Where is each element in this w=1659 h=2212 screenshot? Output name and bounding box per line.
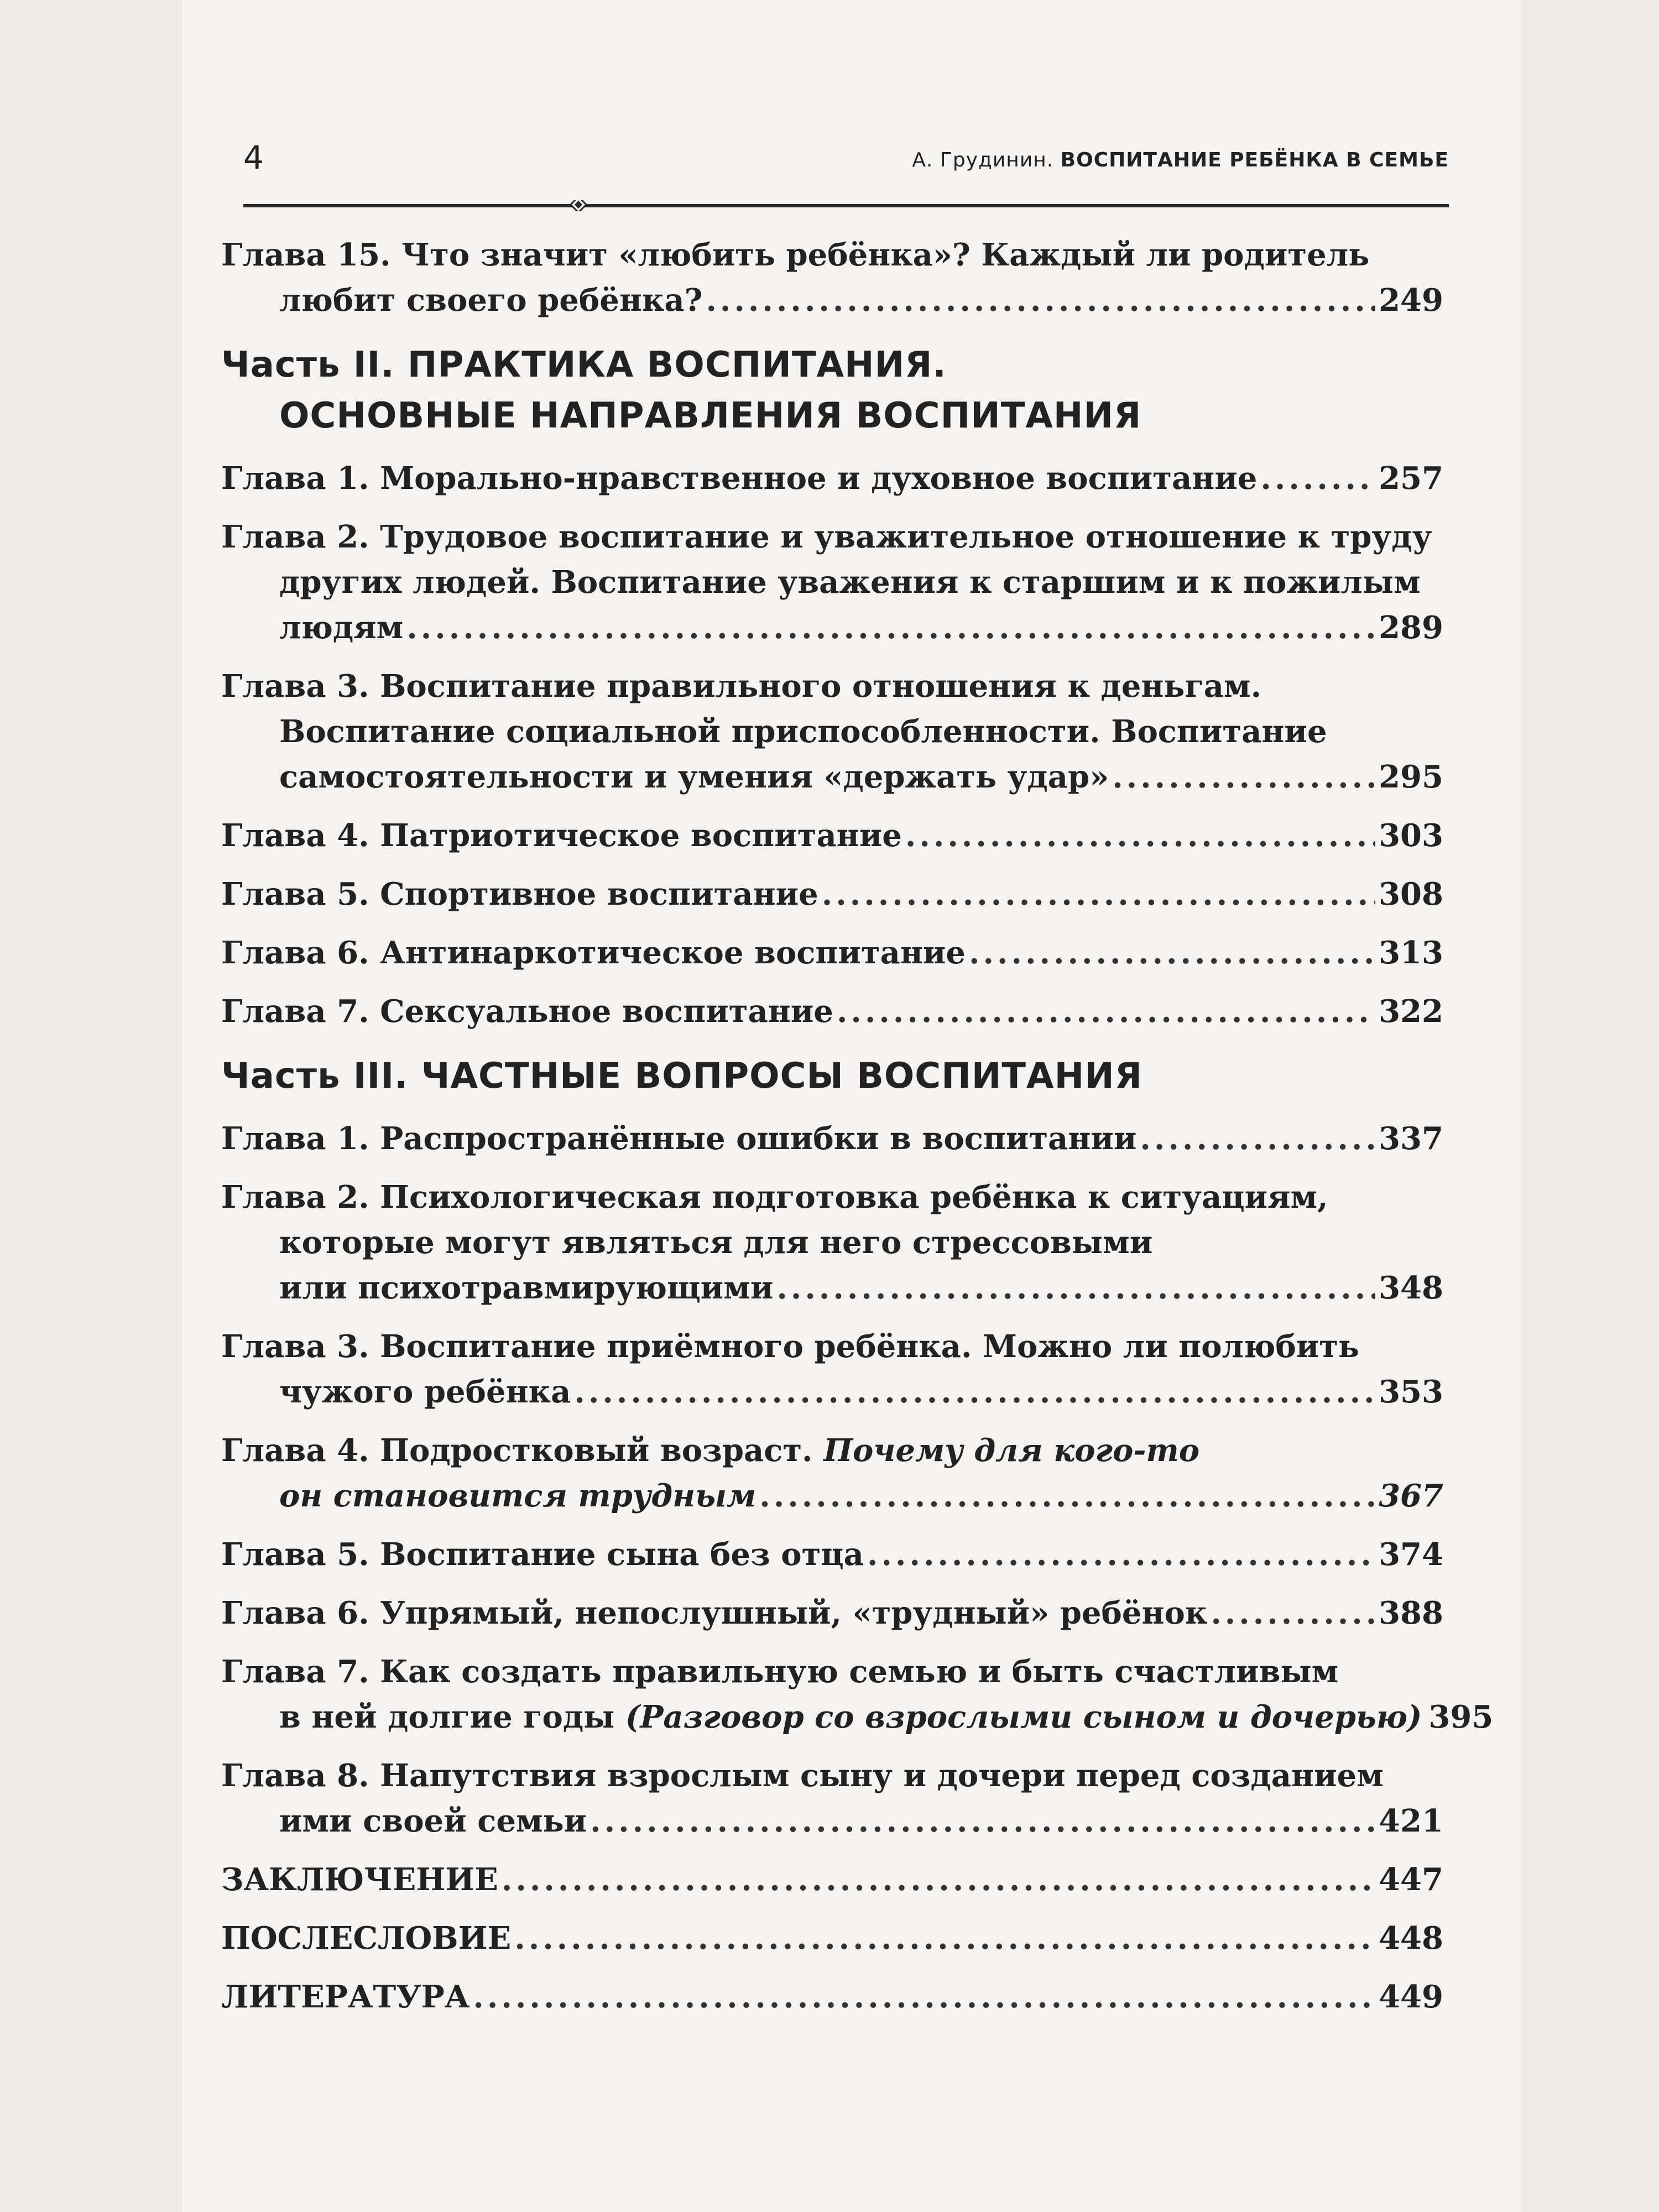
- toc-entry-title: Глава 5. Спортивное воспитание: [221, 876, 818, 912]
- dot-leader: [574, 1369, 1375, 1415]
- toc-entry-part2-chapter-2[interactable]: [221, 514, 1443, 650]
- dot-leader: [406, 605, 1375, 650]
- toc-entry-part3-chapter-4[interactable]: [221, 1428, 1443, 1519]
- dot-leader: [867, 1532, 1375, 1577]
- toc-entry-title-italic: он становится трудным: [279, 1478, 757, 1514]
- toc-page-number: 367: [1379, 1478, 1443, 1514]
- toc-entry-title: ПОСЛЕСЛОВИЕ: [221, 1920, 512, 1957]
- toc-entry-title: Глава 1. Морально-нравственное и духовное воспитание: [221, 460, 1258, 497]
- toc-entry-title: в ней долгие годы: [279, 1699, 615, 1735]
- diamond-ornament-icon: [571, 200, 586, 211]
- dot-leader: [776, 1265, 1375, 1311]
- toc-page-number: 313: [1379, 935, 1443, 971]
- toc-entry-part2-chapter-1[interactable]: [221, 456, 1443, 501]
- toc-page-number: 303: [1379, 817, 1443, 854]
- toc-entry-part2-chapter-4[interactable]: [221, 813, 1443, 858]
- toc-page-number: 388: [1379, 1595, 1443, 1631]
- toc-page-number: 348: [1379, 1270, 1443, 1306]
- toc-entry-title: Глава 6. Упрямый, непослушный, «трудный» ребёнок: [221, 1595, 1208, 1631]
- toc-entry-title: Глава 15. Что значит «любить ребёнка»? Каждый ли родитель: [221, 237, 1370, 273]
- toc-page-number: 257: [1379, 460, 1443, 497]
- toc-entry-part3-chapter-3[interactable]: [221, 1324, 1443, 1415]
- toc-entry-title: Глава 4. Патриотическое воспитание: [221, 817, 902, 854]
- part-heading-line: ОСНОВНЫЕ НАПРАВЛЕНИЯ ВОСПИТАНИЯ: [279, 395, 1142, 436]
- dot-leader: [1140, 1116, 1375, 1161]
- toc-entry-title: ими своей семьи: [279, 1803, 587, 1839]
- toc-entry-title: ЗАКЛЮЧЕНИЕ: [221, 1861, 498, 1898]
- toc-entry-title: других людей. Воспитание уважения к старшим и к пожилым: [279, 564, 1421, 601]
- toc-page-number: 308: [1379, 876, 1443, 912]
- toc-page-number: 249: [1379, 282, 1443, 319]
- dot-leader: [706, 278, 1375, 323]
- part-2-heading: [221, 340, 1443, 441]
- toc-entry-title: Глава 1. Распространённые ошибки в воспитании: [221, 1120, 1137, 1157]
- toc-entry-title: Глава 5. Воспитание сына без отца: [221, 1536, 864, 1573]
- toc-entry-part3-chapter-1[interactable]: [221, 1116, 1443, 1161]
- running-title-author: А. Грудинин.: [912, 149, 1054, 171]
- dot-leader: [759, 1473, 1375, 1519]
- toc-page-number: 448: [1379, 1920, 1443, 1957]
- toc-entry-title: Воспитание социальной приспособленности. Воспитание: [279, 713, 1327, 750]
- toc-entry-title: самостоятельности и умения «держать удар»: [279, 759, 1109, 795]
- running-title: [912, 144, 1449, 177]
- toc-entry-part3-chapter-5[interactable]: [221, 1532, 1443, 1577]
- dot-leader: [1211, 1590, 1375, 1636]
- dot-leader: [514, 1916, 1375, 1961]
- page-header: [243, 138, 1449, 221]
- toc-entry-title: Глава 2. Психологическая подготовка ребёнка к ситуациям,: [221, 1179, 1328, 1215]
- table-of-contents: [221, 232, 1494, 2033]
- toc-entry-title: ЛИТЕРАТУРА: [221, 1979, 470, 2015]
- toc-page-number: 322: [1379, 993, 1443, 1030]
- toc-entry-part2-chapter-6[interactable]: [221, 930, 1443, 975]
- toc-entry-title: Глава 6. Антинаркотическое воспитание: [221, 935, 966, 971]
- dot-leader: [822, 872, 1375, 917]
- dot-leader: [473, 1974, 1375, 2020]
- dot-leader: [1260, 456, 1375, 501]
- toc-page-number: 395: [1428, 1699, 1494, 1735]
- part-heading-line: Часть III. ЧАСТНЫЕ ВОПРОСЫ ВОСПИТАНИЯ: [221, 1056, 1142, 1097]
- dot-leader: [969, 930, 1375, 975]
- toc-entry-part2-chapter-5[interactable]: [221, 872, 1443, 917]
- page-number: 4: [243, 139, 264, 176]
- toc-entry-title: Глава 4. Подростковый возраст.: [221, 1432, 813, 1469]
- toc-entry-part2-chapter-3[interactable]: [221, 664, 1443, 800]
- running-title-book: ВОСПИТАНИЕ РЕБЁНКА В СЕМЬЕ: [1060, 149, 1449, 171]
- toc-entry-title: Глава 3. Воспитание приёмного ребёнка. Можно ли полюбить: [221, 1328, 1360, 1365]
- dot-leader: [905, 813, 1375, 858]
- toc-entry-part3-chapter-2[interactable]: [221, 1175, 1443, 1311]
- toc-entry-title: которые могут являться для него стрессовыми: [279, 1224, 1153, 1261]
- toc-page-number: 353: [1379, 1374, 1443, 1410]
- toc-page-number: 447: [1379, 1861, 1443, 1898]
- toc-entry-part3-chapter-6[interactable]: [221, 1590, 1443, 1636]
- toc-entry-title: Глава 2. Трудовое воспитание и уважительное отношение к труду: [221, 519, 1432, 555]
- part-3-heading: [221, 1051, 1443, 1102]
- toc-entry-title-italic: Почему для кого-то: [823, 1432, 1200, 1469]
- dot-leader: [590, 1798, 1375, 1844]
- toc-entry-title-italic: (Разговор со взрослыми сыном и дочерью): [625, 1699, 1422, 1735]
- toc-entry-afterword[interactable]: [221, 1916, 1443, 1961]
- toc-page-number: 449: [1379, 1979, 1443, 2015]
- toc-entry-part1-chapter-15[interactable]: [221, 232, 1443, 323]
- part-heading-line: Часть II. ПРАКТИКА ВОСПИТАНИЯ.: [221, 345, 947, 385]
- dot-leader: [502, 1857, 1375, 1902]
- toc-page-number: 374: [1379, 1536, 1443, 1573]
- toc-entry-title: любит своего ребёнка?: [279, 282, 703, 319]
- toc-entry-literature[interactable]: [221, 1974, 1443, 2020]
- toc-entry-title: Глава 7. Как создать правильную семью и быть счастливым: [221, 1653, 1339, 1690]
- dot-leader: [1112, 754, 1375, 800]
- toc-entry-title: или психотравмирующими: [279, 1270, 774, 1306]
- toc-entry-part3-chapter-7[interactable]: [221, 1649, 1494, 1740]
- header-rule: [243, 200, 1449, 211]
- toc-entry-title: чужого ребёнка: [279, 1374, 571, 1410]
- toc-entry-title: Глава 3. Воспитание правильного отношения к деньгам.: [221, 668, 1262, 705]
- toc-entry-title: Глава 8. Напутствия взрослым сыну и дочери перед созданием: [221, 1757, 1384, 1794]
- toc-page-number: 421: [1379, 1803, 1443, 1839]
- toc-entry-conclusion[interactable]: [221, 1857, 1443, 1902]
- toc-page-number: 337: [1379, 1120, 1443, 1157]
- toc-page-number: 289: [1379, 609, 1443, 646]
- toc-entry-title: людям: [279, 609, 404, 646]
- toc-entry-part3-chapter-8[interactable]: [221, 1753, 1443, 1844]
- toc-entry-part2-chapter-7[interactable]: [221, 989, 1443, 1034]
- toc-entry-title: Глава 7. Сексуальное воспитание: [221, 993, 833, 1030]
- dot-leader: [837, 989, 1375, 1034]
- toc-page-number: 295: [1379, 759, 1443, 795]
